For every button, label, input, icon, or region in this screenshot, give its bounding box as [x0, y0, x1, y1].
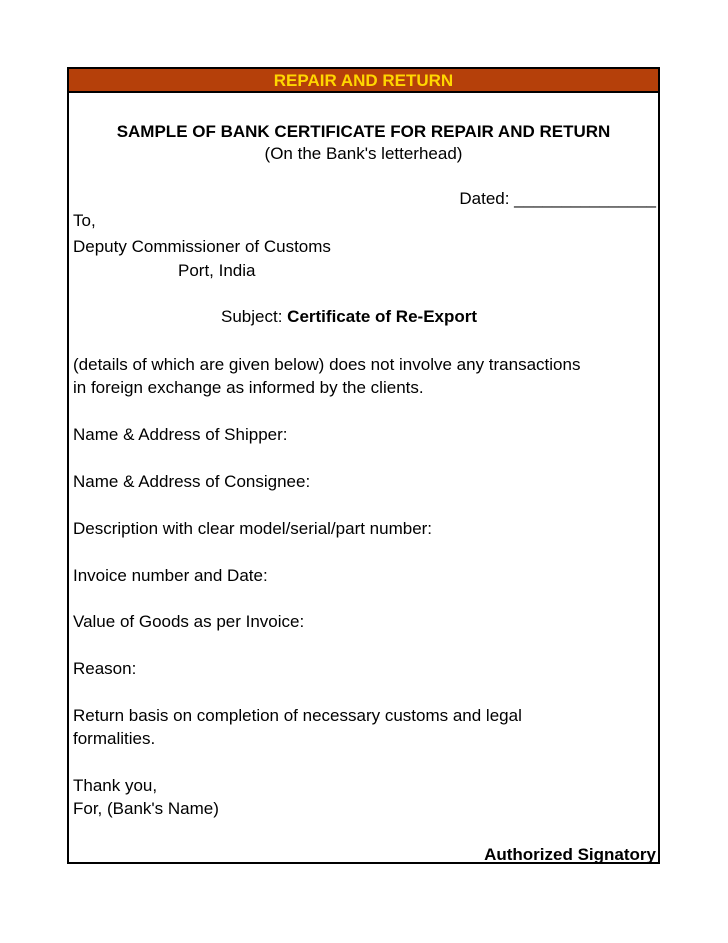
- port-line: Port, India: [178, 261, 256, 280]
- to-line: To,: [73, 211, 96, 230]
- subject-line: [221, 307, 477, 327]
- thanks-line: Thank you,: [73, 776, 158, 795]
- invoice-field: Invoice number and Date:: [73, 566, 268, 585]
- shipper-field: Name & Address of Shipper:: [73, 425, 288, 444]
- document-heading: SAMPLE OF BANK CERTIFICATE FOR REPAIR AND RETURN: [116, 122, 611, 141]
- body-line-2: in foreign exchange as informed by the clients.: [73, 378, 424, 397]
- dated-line: Dated: _______________: [459, 189, 656, 208]
- return-line-1: Return basis on completion of necessary customs and legal: [73, 706, 522, 725]
- body-line-1: (details of which are given below) does not involve any transactions: [73, 355, 581, 374]
- subject-label: Subject:: [221, 307, 283, 326]
- authorized-signatory: Authorized Signatory: [484, 845, 656, 864]
- certificate-frame: [67, 67, 660, 864]
- value-field: Value of Goods as per Invoice:: [73, 612, 305, 631]
- header-title: REPAIR AND RETURN: [273, 71, 454, 90]
- header-bar: [69, 69, 658, 93]
- subject-value: Certificate of Re-Export: [287, 307, 478, 326]
- description-field: Description with clear model/serial/part number:: [73, 519, 433, 538]
- return-line-2: formalities.: [73, 729, 156, 748]
- reason-field: Reason:: [73, 659, 137, 678]
- consignee-field: Name & Address of Consignee:: [73, 472, 311, 491]
- for-bank-line: For, (Bank's Name): [73, 799, 219, 818]
- recipient-line: Deputy Commissioner of Customs: [73, 237, 331, 256]
- document-subheading: (On the Bank's letterhead): [264, 144, 463, 163]
